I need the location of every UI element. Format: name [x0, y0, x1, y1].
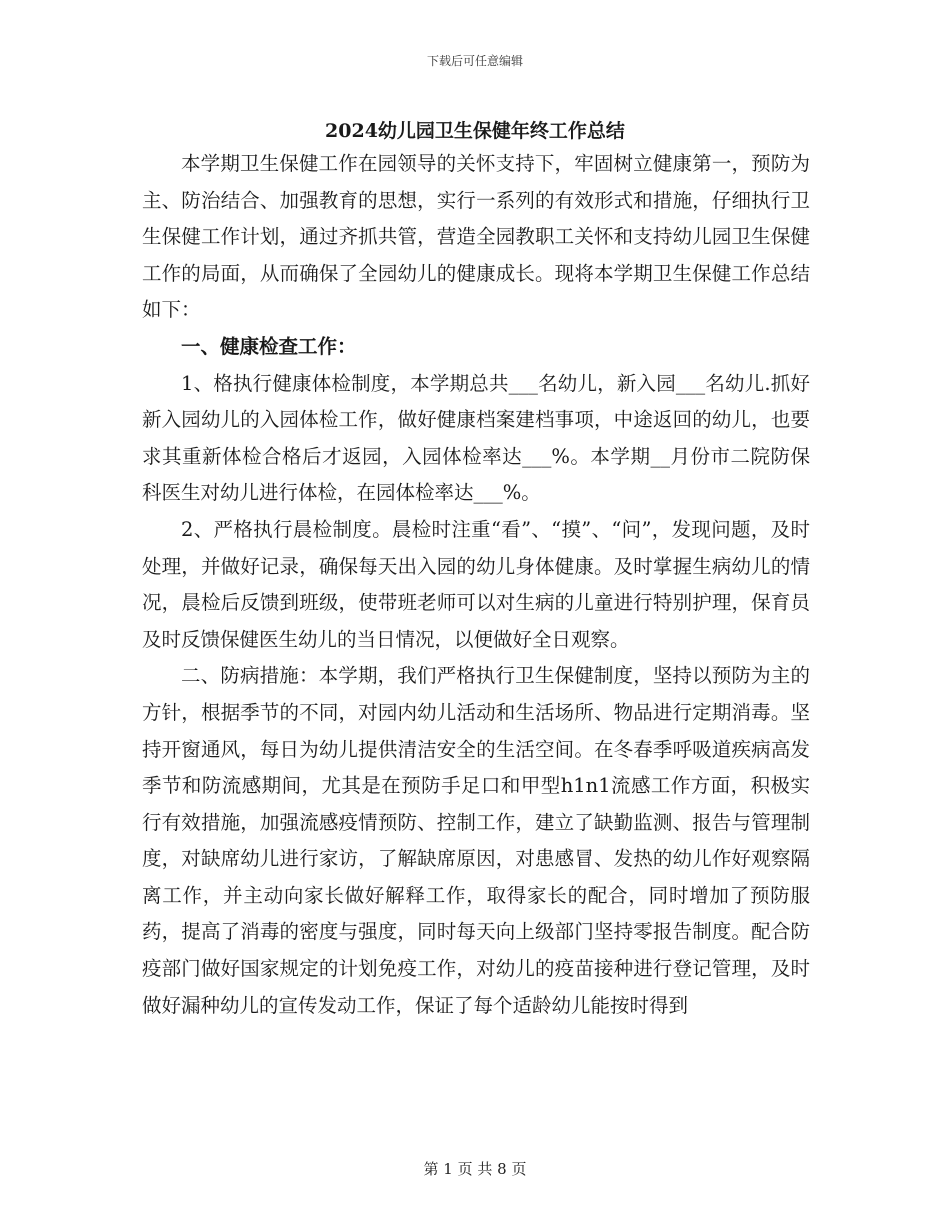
page-number: 第 1 页 共 8 页	[423, 1160, 527, 1178]
paragraph-morning-check: 2、严格执行晨检制度。晨检时注重“看”、“摸”、“问”，发现问题，及时处理，并做好记录，确保每天出入园的幼儿身体健康。及时掌握生病幼儿的情况，晨检后反馈到班级，使带班老师可以对生病的儿童进行特别护理，保育员及时反馈保健医生幼儿的当日情况，以便做好全日观察。	[142, 517, 810, 651]
document-body	[142, 146, 810, 1024]
document-title: 2024幼儿园卫生保健年终工作总结	[325, 120, 625, 142]
paragraph-disease-prevention: 二、防病措施：本学期，我们严格执行卫生保健制度，坚持以预防为主的方针，根据季节的不同，对园内幼儿活动和生活场所、物品进行定期消毒。坚持开窗通风，每日为幼儿提供清洁安全的生活空间。在冬春季呼吸道疾病高发季节和防流感期间，尤其是在预防手足口和甲型h1n1流感工作方面，积极实行有效措施，加强流感疫情预防、控制工作，建立了缺勤监测、报告与管理制度，对缺席幼儿进行家访，了解缺席原因，对患感冒、发热的幼儿作好观察隔离工作，并主动向家长做好解释工作，取得家长的配合，同时增加了预防服药，提高了消毒的密度与强度，同时每天向上级部门坚持零报告制度。配合防疫部门做好国家规定的计划免疫工作，对幼儿的疫苗接种进行登记管理，及时做好漏种幼儿的宣传发动工作，保证了每个适龄幼儿能按时得到	[142, 664, 810, 1017]
section-heading-health-check: 一、健康检查工作：	[181, 334, 357, 358]
page-header-note: 下载后可任意编辑	[426, 54, 523, 68]
paragraph-physical-exam: 1、格执行健康体检制度，本学期总共___名幼儿，新入园___名幼儿.抓好新入园幼儿的入园体检工作，做好健康档案建档事项，中途返回的幼儿，也要求其重新体检合格后才返园，入园体检率达___%。本学期__月份市二院防保科医生对幼儿进行体检，在园体检率达___%。	[142, 371, 810, 505]
intro-paragraph: 本学期卫生保健工作在园领导的关怀支持下，牢固树立健康第一，预防为主、防治结合、加强教育的思想，实行一系列的有效形式和措施，仔细执行卫生保健工作计划，通过齐抓共管，营造全园教职工关怀和支持幼儿园卫生保健工作的局面，从而确保了全园幼儿的健康成长。现将本学期卫生保健工作总结如下：	[142, 152, 810, 322]
